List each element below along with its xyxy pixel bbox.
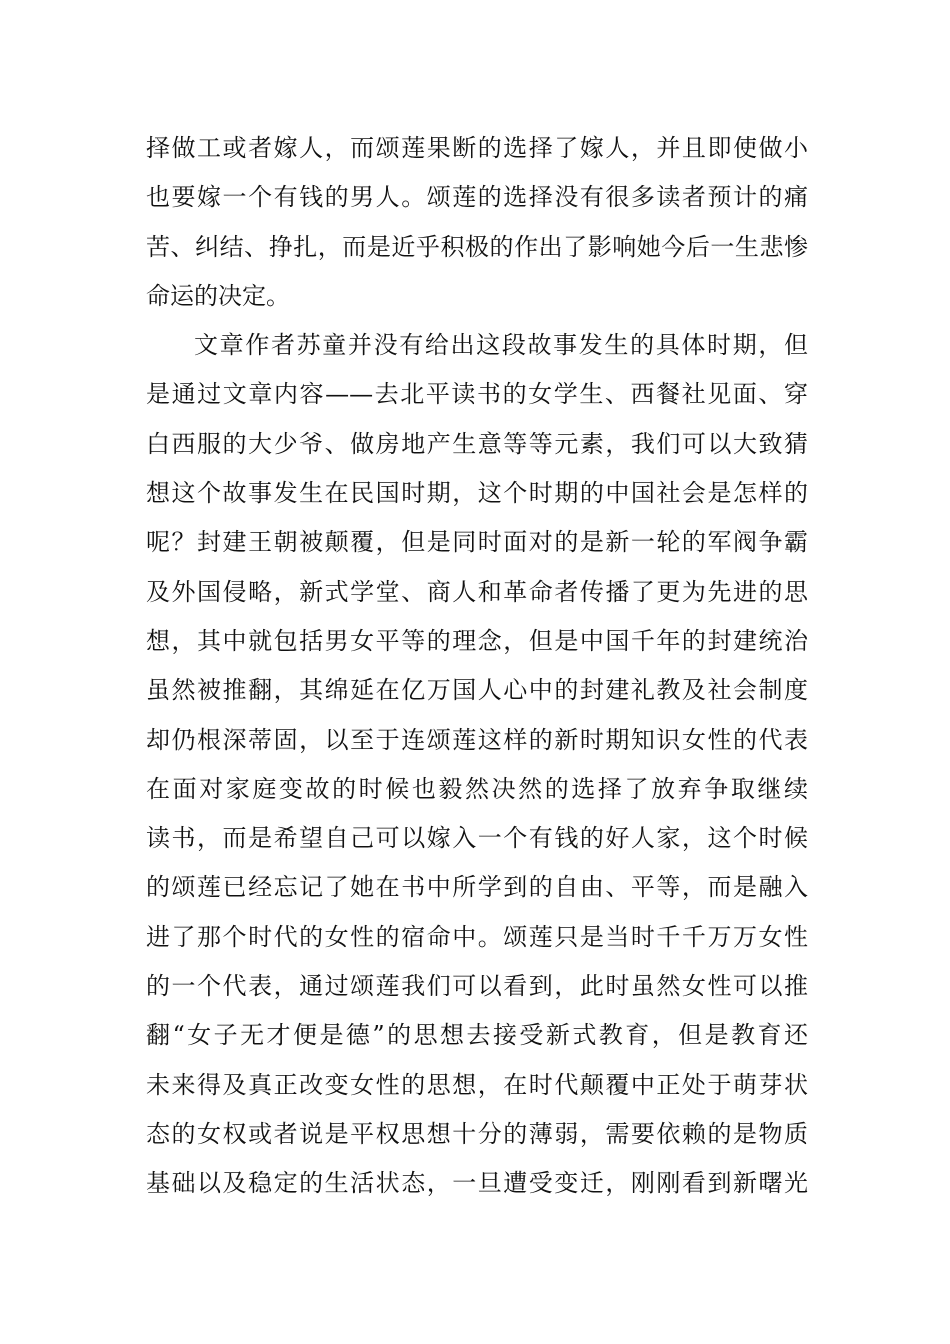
text-line: 白西服的大少爷、做房地产生意等等元素，我们可以大致猜: [146, 429, 808, 458]
text-line: 的一个代表，通过颂莲我们可以看到，此时虽然女性可以推: [146, 972, 808, 1001]
paragraph-2: [146, 321, 808, 1208]
text-line: 命运的决定。: [146, 281, 290, 310]
text-line: 读书，而是希望自己可以嫁入一个有钱的好人家，这个时候: [146, 824, 808, 853]
text-line: 文章作者苏童并没有给出这段故事发生的具体时期，但: [194, 331, 808, 360]
text-line: 进了那个时代的女性的宿命中。颂莲只是当时千千万万女性: [146, 922, 808, 951]
text-line: 态的女权或者说是平权思想十分的薄弱，需要依赖的是物质: [146, 1119, 808, 1148]
paragraph-1: [146, 124, 808, 321]
text-line: 翻“女子无才便是德”的思想去接受新式教育，但是教育还: [146, 1021, 808, 1050]
text-line: 择做工或者嫁人，而颂莲果断的选择了嫁人，并且即使做小: [146, 134, 808, 162]
text-line: 的颂莲已经忘记了她在书中所学到的自由、平等，而是融入: [146, 873, 808, 902]
text-line: 也要嫁一个有钱的男人。颂莲的选择没有很多读者预计的痛: [146, 183, 808, 212]
text-line: 在面对家庭变故的时候也毅然决然的选择了放弃争取继续: [146, 774, 808, 803]
text-line: 是通过文章内容——去北平读书的女学生、西餐社见面、穿: [146, 380, 808, 409]
text-line: 未来得及真正改变女性的思想，在时代颠覆中正处于萌芽状: [146, 1070, 808, 1099]
text-line: 想，其中就包括男女平等的理念，但是中国千年的封建统治: [146, 626, 808, 655]
text-line: 却仍根深蒂固，以至于连颂莲这样的新时期知识女性的代表: [146, 725, 808, 754]
text-line: 虽然被推翻，其绵延在亿万国人心中的封建礼教及社会制度: [146, 676, 808, 705]
text-line: 呢？封建王朝被颠覆，但是同时面对的是新一轮的军阀争霸: [146, 528, 808, 557]
text-line: 苦、纠结、挣扎，而是近乎积极的作出了影响她今后一生悲惨: [146, 232, 808, 261]
text-line: 及外国侵略，新式学堂、商人和革命者传播了更为先进的思: [146, 577, 808, 606]
text-line: 基础以及稳定的生活状态，一旦遭受变迁，刚刚看到新曙光: [146, 1169, 808, 1198]
body-text: [146, 124, 808, 1209]
text-line: 想这个故事发生在民国时期，这个时期的中国社会是怎样的: [146, 479, 808, 508]
